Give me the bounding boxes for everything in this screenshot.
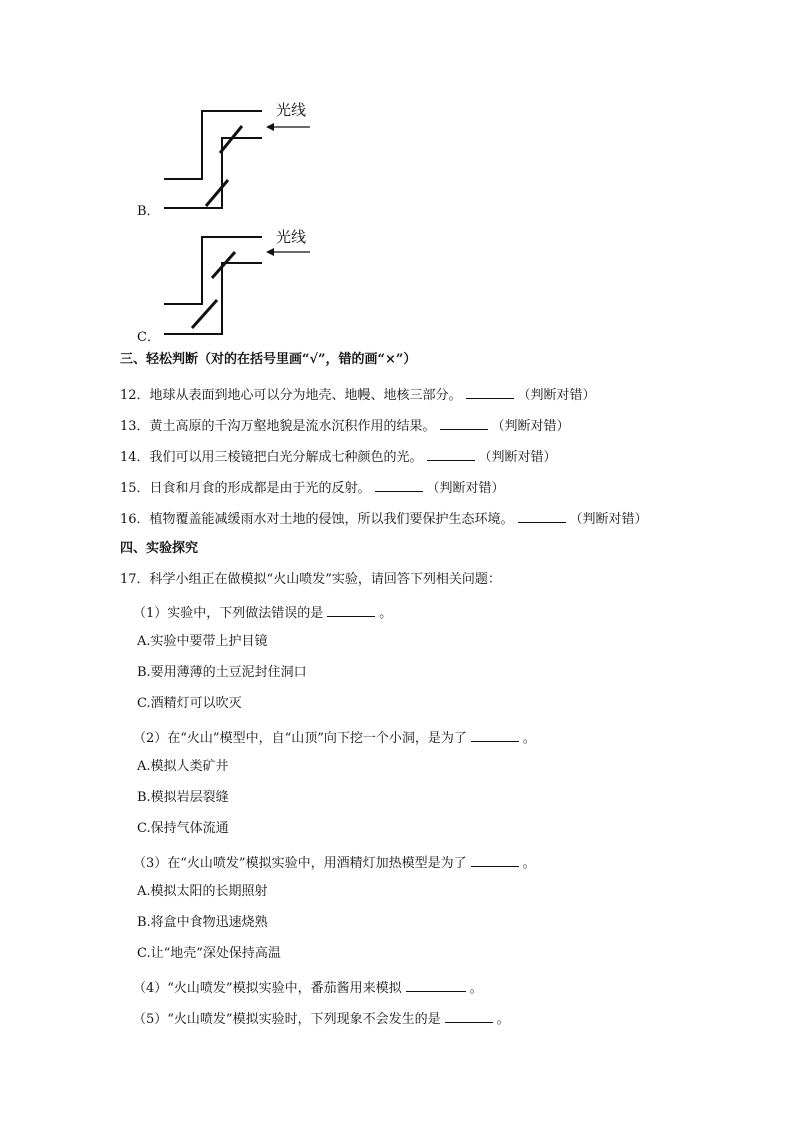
subquestion-4-end: 。	[469, 981, 483, 996]
light-caption-c: 光线	[276, 228, 307, 246]
question-14	[120, 446, 557, 467]
answer-blank-14[interactable]	[427, 446, 475, 461]
subquestion-4	[133, 977, 483, 998]
answer-blank-17-5[interactable]	[445, 1008, 493, 1023]
question-12	[120, 384, 596, 405]
answer-blank-17-1[interactable]	[327, 602, 375, 617]
question-13-text: 13．黄土高原的千沟万壑地貌是流水沉积作用的结果。	[120, 419, 436, 434]
answer-blank-17-2[interactable]	[471, 727, 519, 742]
subquestion-5	[133, 1008, 510, 1029]
mirror-top	[212, 252, 235, 278]
option-c-label: C．	[137, 330, 160, 345]
mirror-bottom	[206, 180, 228, 206]
sub3-option-c: C.让“地壳”深处保持高温	[137, 946, 281, 961]
question-14-tail: （判断对错）	[478, 450, 557, 465]
subquestion-2	[133, 727, 536, 748]
answer-blank-17-4[interactable]	[406, 977, 466, 992]
mirror-top	[220, 126, 242, 153]
subquestion-1-end: 。	[379, 606, 393, 621]
tube-inner-line	[164, 263, 262, 334]
sub1-option-a: A.实验中要带上护目镜	[137, 634, 268, 649]
sub1-option-b: B.要用薄薄的土豆泥封住洞口	[137, 665, 307, 680]
question-13	[120, 415, 570, 436]
subquestion-1-stem: （1）实验中，下列做法错误的是	[133, 606, 324, 621]
question-12-text: 12．地球从表面到地心可以分为地壳、地幔、地核三部分。	[120, 388, 462, 403]
sub2-option-c: C.保持气体流通	[137, 821, 229, 836]
question-16	[120, 508, 648, 529]
subquestion-5-stem: （5）“火山喷发”模拟实验时，下列现象不会发生的是	[133, 1012, 441, 1027]
question-16-text: 16．植物覆盖能减缓雨水对土地的侵蚀，所以我们要保护生态环境。	[120, 512, 514, 527]
subquestion-5-end: 。	[496, 1012, 510, 1027]
answer-blank-13[interactable]	[440, 415, 488, 430]
light-caption-b: 光线	[276, 101, 307, 119]
question-16-tail: （判断对错）	[569, 512, 648, 527]
subquestion-1	[133, 602, 392, 623]
question-14-text: 14．我们可以用三棱镜把白光分解成七种颜色的光。	[120, 450, 423, 465]
question-15	[120, 477, 505, 498]
section4-heading: 四、实验探究	[120, 541, 199, 556]
subquestion-3-end: 。	[522, 856, 536, 871]
option-b-label: B．	[137, 204, 160, 219]
sub1-option-c: C.酒精灯可以吹灭	[137, 696, 242, 711]
question-15-tail: （判断对错）	[426, 481, 505, 496]
answer-blank-12[interactable]	[466, 384, 514, 399]
subquestion-3	[133, 852, 536, 873]
section3-heading: 三、轻松判断（对的在括号里画“√”，错的画“×”）	[120, 352, 417, 367]
sub2-option-a: A.模拟人类矿井	[137, 759, 229, 774]
subquestion-2-end: 。	[522, 731, 536, 746]
answer-blank-15[interactable]	[375, 477, 423, 492]
question-17-stem: 17．科学小组正在做模拟“火山喷发”实验，请回答下列相关问题：	[120, 572, 501, 587]
question-12-tail: （判断对错）	[517, 388, 596, 403]
sub3-option-b: B.将盒中食物迅速烧熟	[137, 915, 268, 930]
sub2-option-b: B.模拟岩层裂缝	[137, 790, 229, 805]
question-13-tail: （判断对错）	[491, 419, 570, 434]
answer-blank-16[interactable]	[518, 508, 566, 523]
subquestion-4-stem: （4）“火山喷发”模拟实验中，番茄酱用来模拟	[133, 981, 402, 996]
tube-outer-line	[164, 237, 262, 304]
subquestion-3-stem: （3）在“火山喷发”模拟实验中，用酒精灯加热模型是为了	[133, 856, 467, 871]
arrow-head-icon	[266, 123, 274, 131]
tube-outer-line	[164, 111, 262, 179]
answer-blank-17-3[interactable]	[471, 852, 519, 867]
sub3-option-a: A.模拟太阳的长期照射	[137, 884, 268, 899]
subquestion-2-stem: （2）在“火山”模型中，自“山顶”向下挖一个小洞，是为了	[133, 731, 467, 746]
question-15-text: 15．日食和月食的形成都是由于光的反射。	[120, 481, 371, 496]
arrow-head-icon	[266, 248, 274, 256]
